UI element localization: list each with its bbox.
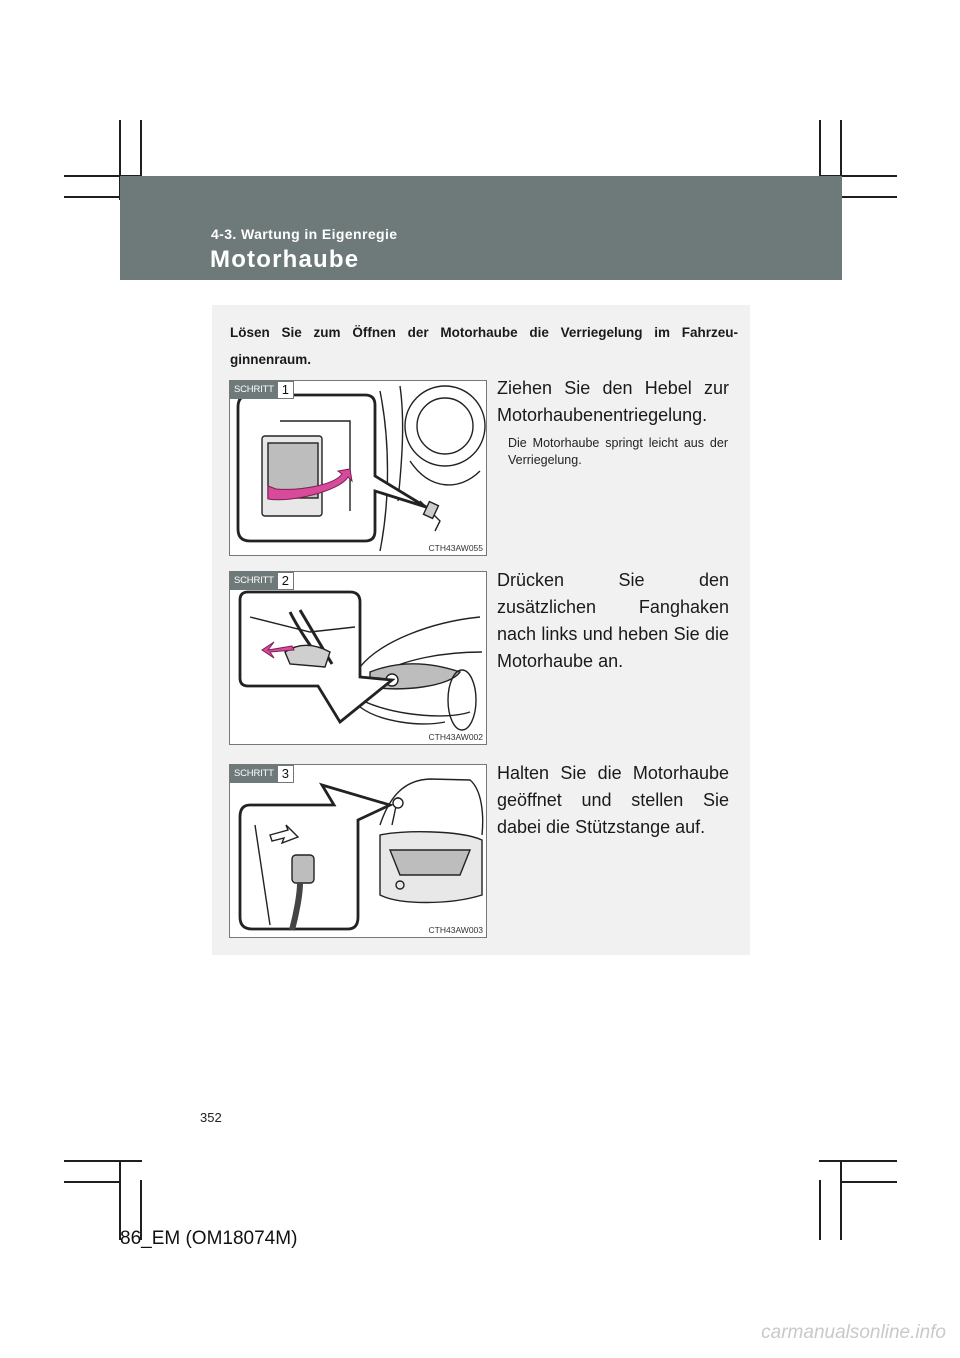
step-badge: SCHRITT 3 — [230, 765, 294, 783]
step-2-text: Drücken Sie den zusätzlichen Fanghaken nach links und heben Sie die Motorhaube an. — [497, 570, 729, 671]
crop-mark — [64, 1181, 120, 1183]
crop-mark — [842, 1181, 897, 1183]
crop-mark — [842, 196, 897, 198]
prop-rod-illustration — [230, 765, 486, 937]
content-panel — [212, 305, 750, 955]
section-label: 4-3. Wartung in Eigenregie — [211, 226, 398, 242]
crop-mark — [64, 1160, 142, 1162]
section-header — [120, 176, 842, 280]
page-number: 352 — [200, 1110, 222, 1125]
crop-mark — [64, 196, 120, 198]
intro-text: Lösen Sie zum Öffnen der Motorhaube die Verriegelung im Fahrzeu-ginnenraum. — [230, 325, 738, 367]
crop-mark — [819, 1160, 897, 1162]
step-1-figure — [229, 380, 487, 556]
document-code: 86_EM (OM18074M) — [120, 1228, 298, 1249]
step-2-figure — [229, 571, 487, 745]
crop-mark — [819, 1180, 821, 1240]
step-badge: SCHRITT 1 — [230, 381, 294, 399]
lever-illustration — [230, 381, 486, 555]
step-1-text: Ziehen Sie den Hebel zur Motorhaubenentriegelung. — [497, 378, 729, 425]
watermark-link[interactable]: carmanualsonline.info — [761, 1322, 946, 1343]
figure-code: CTH43AW002 — [428, 732, 483, 742]
step-3-text: Halten Sie die Motorhaube geöffnet und stellen Sie dabei die Stützstange auf. — [497, 763, 729, 837]
figure-code: CTH43AW003 — [428, 925, 483, 935]
figure-code: CTH43AW055 — [428, 543, 483, 553]
step-1-note: Die Motorhaube springt leicht aus der Verriegelung. — [508, 436, 728, 467]
step-badge: SCHRITT 2 — [230, 572, 294, 590]
page-title: Motorhaube — [210, 246, 360, 273]
step-3-figure — [229, 764, 487, 938]
hook-illustration — [230, 572, 486, 744]
crop-mark — [840, 1160, 842, 1240]
